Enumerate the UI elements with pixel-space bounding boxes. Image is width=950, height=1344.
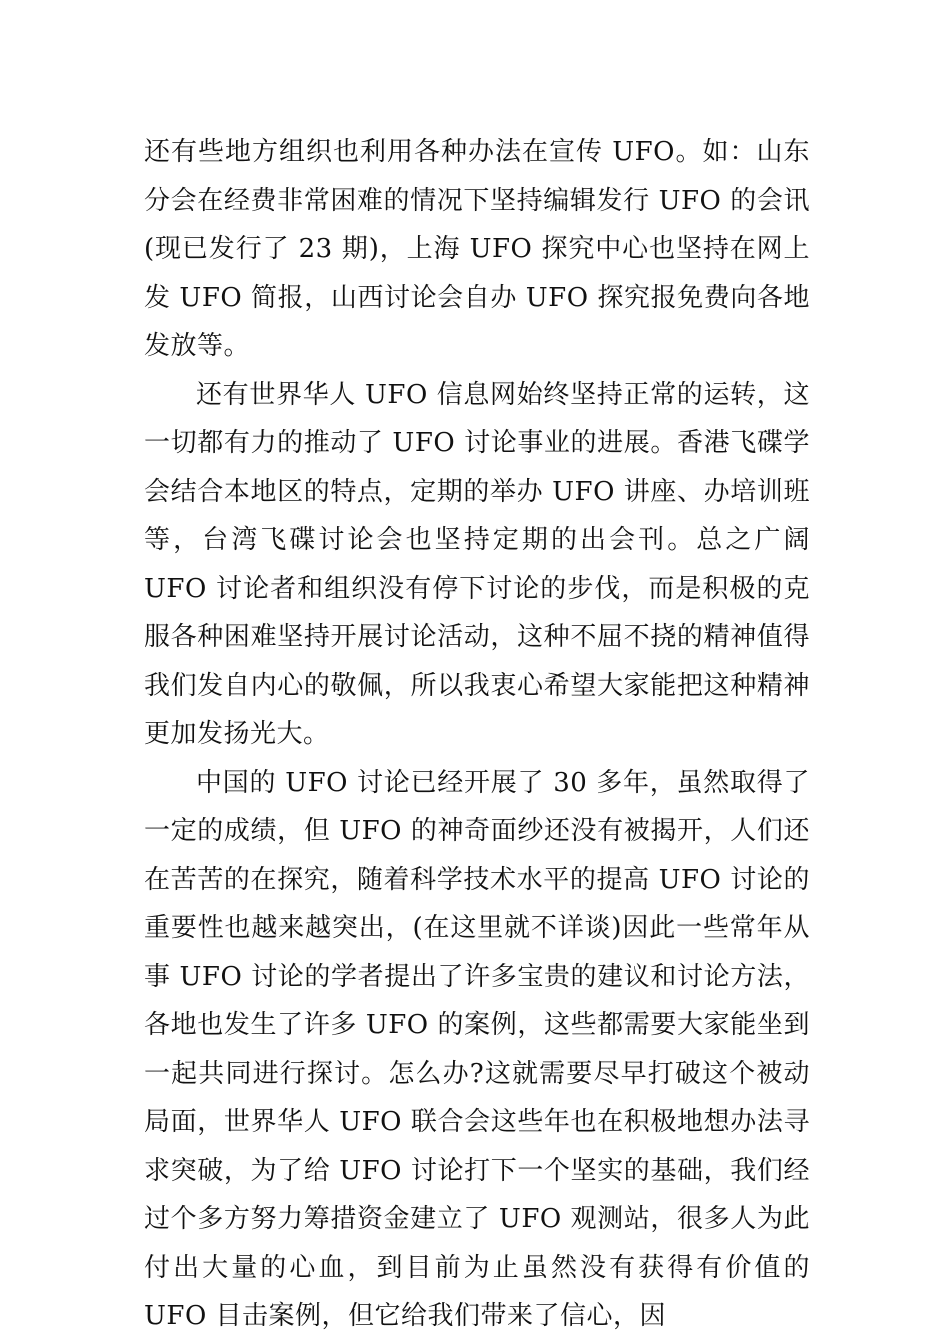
paragraph-1: 还有些地方组织也利用各种办法在宣传 UFO。如：山东分会在经费非常困难的情况下坚持编辑发行 UFO 的会讯(现已发行了 23 期)，上海 UFO 探究中心也坚持在网上发 UFO 简报，山西讨论会自办 UFO 探究报免费向各地发放等。 bbox=[144, 137, 810, 361]
paragraph-2: 还有世界华人 UFO 信息网始终坚持正常的运转，这一切都有力的推动了 UFO 讨论事业的进展。香港飞碟学会结合本地区的特点，定期的举办 UFO 讲座、办培训班等，台湾飞碟讨论会也坚持定期的出会刊。总之广阔 UFO 讨论者和组织没有停下讨论的步伐，而是积极的克服各种困难坚持开展讨论活动，这种不屈不挠的精神值得我们发自内心的敬佩，所以我衷心希望大家能把这种精神更加发扬光大。 bbox=[144, 379, 810, 749]
paragraph-3: 中国的 UFO 讨论已经开展了 30 多年，虽然取得了一定的成绩，但 UFO 的神奇面纱还没有被揭开，人们还在苦苦的在探究，随着科学技术水平的提高 UFO 讨论的重要性也越来越突出，(在这里就不详谈)因此一些常年从事 UFO 讨论的学者提出了许多宝贵的建议和讨论方法，各地也发生了许多 UFO 的案例，这些都需要大家能坐到一起共同进行探讨。怎么办?这就需要尽早打破这个被动局面，世界华人 UFO 联合会这些年也在积极地想办法寻求突破，为了给 UFO 讨论打下一个坚实的基础，我们经过个多方努力筹措资金建立了 UFO 观测站，很多人为此付出大量的心血，到目前为止虽然没有获得有价值的 UFO 目击案例，但它给我们带来了信心，因 bbox=[144, 767, 810, 1331]
document-body bbox=[144, 128, 810, 1341]
